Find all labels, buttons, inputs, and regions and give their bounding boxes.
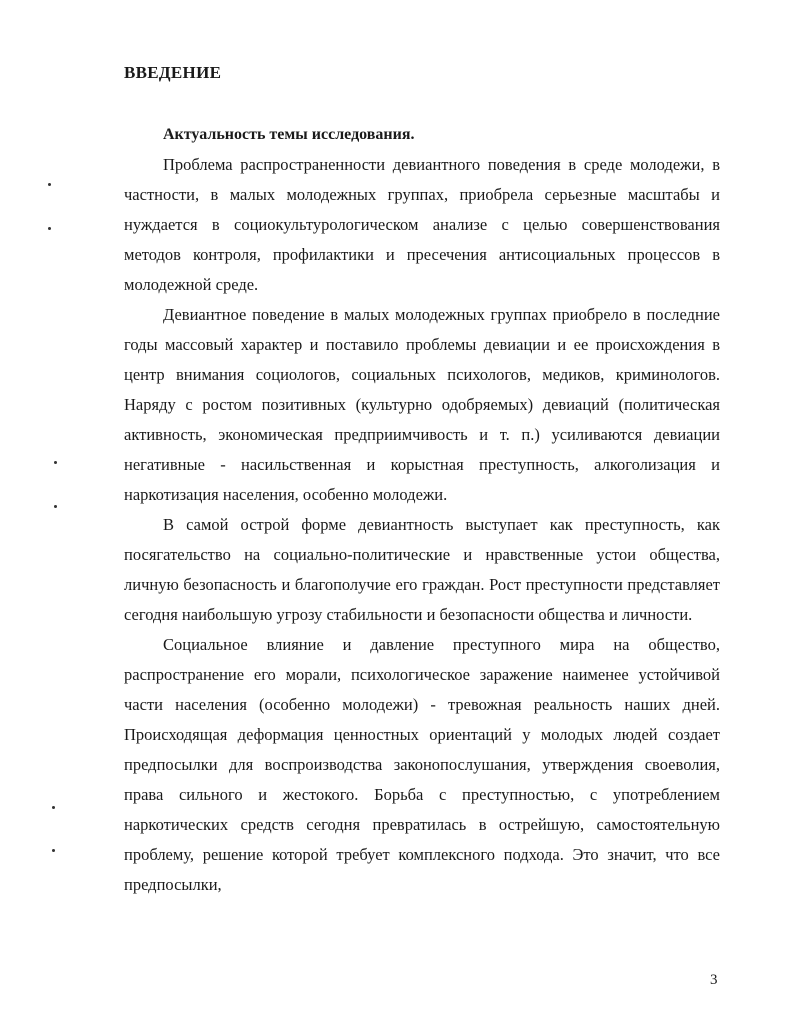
paragraph-1: Проблема распространенности девиантного поведения в среде молодежи, в частности, в малых молодежных группах, приобрела серьезные масштабы и нуждается в социокультурологическом анализе с целью совершенствования методов контроля, профилактики и пресечения антисоциальных процессов в молодежной среде. bbox=[124, 155, 720, 294]
scan-speck bbox=[48, 227, 51, 230]
document-heading: ВВЕДЕНИЕ bbox=[124, 63, 222, 82]
paragraph-4: Социальное влияние и давление преступного мира на общество, распространение его морали, психологическое заражение наименее устойчивой части населения (особенно молодежи) - тревожная реальность наших дней. Происходящая деформация ценностных ориентаций у молодых людей создает предпосылки для воспроизводства законопослушания, утверждения своеволия, права сильного и жестокого. Борьба с преступностью, с употреблением наркотических средств сегодня превратилась в острейшую, самостоятельную проблему, решение которой требует комплексного подхода. Это значит, что все предпосылки, bbox=[124, 635, 720, 894]
scan-speck bbox=[48, 183, 51, 186]
scan-speck bbox=[54, 461, 57, 464]
body-text bbox=[124, 150, 720, 900]
scan-speck bbox=[52, 849, 55, 852]
paragraph-2: Девиантное поведение в малых молодежных группах приобрело в последние годы массовый характер и поставило проблемы девиации и ее происхождения в центр внимания социологов, социальных психологов, медиков, криминологов. Наряду с ростом позитивных (культурно одобряемых) девиаций (политическая активность, экономическая предприимчивость и т. п.) усиливаются девиации негативные - насильственная и корыстная преступность, алкоголизация и наркотизация населения, особенно молодежи. bbox=[124, 305, 720, 504]
paragraph-3: В самой острой форме девиантность выступает как преступность, как посягательство на социально-политические и нравственные устои общества, личную безопасность и благополучие его граждан. Рост преступности представляет сегодня наибольшую угрозу стабильности и безопасности общества и личности. bbox=[124, 515, 720, 624]
scan-speck bbox=[52, 806, 55, 809]
section-subheading: Актуальность темы исследования. bbox=[163, 126, 415, 143]
page-number: 3 bbox=[710, 972, 718, 988]
scan-speck bbox=[54, 505, 57, 508]
